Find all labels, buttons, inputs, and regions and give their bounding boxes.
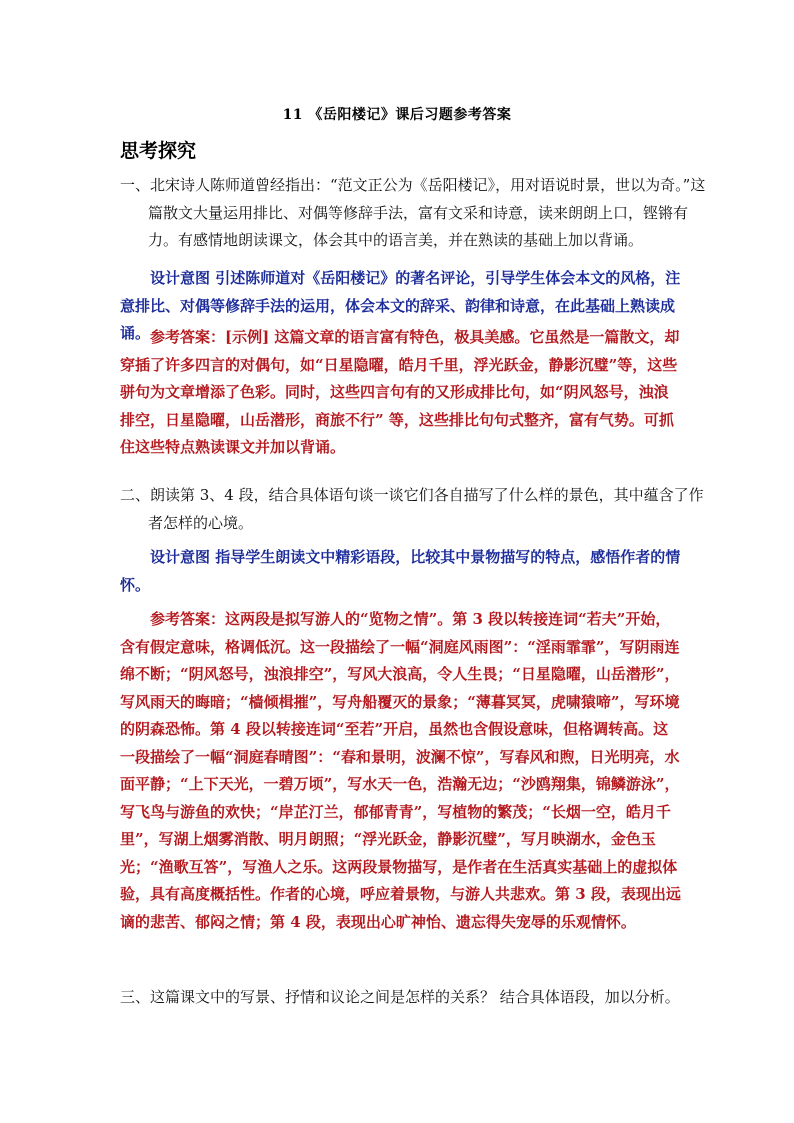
answer-1: [120, 324, 682, 462]
document-title: 11 《岳阳楼记》课后习题参考答案: [282, 107, 512, 123]
design-intent-label: 设计意图: [150, 548, 211, 566]
answer-text: 这两段是拟写游人的“览物之情”。第 3 段以转接连词“若夫”开始，含有假定意味，格调低沉。这一段描绘了一幅“洞庭风雨图”：“淫雨霏霏”，写阴雨连绵不断；“阴风怒号，浊浪排空”，写风大浪高，令人生畏；“日星隐曜，山岳潜形”，写风雨天的晦暗；“樯倾楫摧”，写舟船覆灭的景象；“薄暮冥冥，虎啸猿啼”，写环境的阴森恐怖。第 4 段以转接连词“至若”开启，虽然也含假设意味，但格调转高。这一段描绘了一幅“洞庭春晴图”：“春和景明，波澜不惊”，写春风和煦，日光明亮，水面平静；“上下天光，一碧万顷”，写水天一色，浩瀚无边；“沙鸥翔集，锦鳞游泳”，写飞鸟与游鱼的欢快；“岸芷汀兰，郁郁青青”，写植物的繁茂；“长烟一空，皓月千里”，写湖上烟雾消散、明月朗照；“浮光跃金，静影沉璧”，写月映湖水，金色玉光；“渔歌互答”，写渔人之乐。这两段景物描写，是作者在生活真实基础上的虚拟体验，具有高度概括性。作者的心境，呼应着景物，与游人共悲欢。第 3 段，表现出远谪的悲苦、郁闷之情；第 4 段，表现出心旷神怡、遗忘得失宠辱的乐观情怀。: [120, 610, 681, 931]
answer-label: 参考答案：: [150, 610, 226, 628]
question-2: 二、朗读第 3、4 段，结合具体语句谈一谈它们各自描写了什么样的景色，其中蕴含了作者怎样的心境。: [120, 486, 704, 532]
answer-label: 参考答案：: [150, 328, 226, 346]
question-3: 三、这篇课文中的写景、抒情和议论之间是怎样的关系？ 结合具体语段，加以分析。: [120, 988, 680, 1006]
answer-2: [120, 606, 682, 936]
question-1: 一、北宋诗人陈师道曾经指出：“范文正公为《岳阳楼记》，用对语说时景，世以为奇。”这篇散文大量运用排比、对偶等修辞手法，富有文采和诗意，读来朗朗上口，铿锵有力。有感情地朗读课文，体会其中的语言美，并在熟读的基础上加以背诵。: [120, 176, 706, 249]
design-intent-label: 设计意图: [150, 269, 211, 287]
design-intent-2: [120, 544, 682, 599]
design-intent-text: 引述陈师道对《岳阳楼记》的著名评论，引导学生体会本文的风格，注意排比、对偶等修辞手法的运用，体会本文的辞采、韵律和诗意，在此基础上熟读成诵。: [120, 269, 681, 342]
design-intent-text: 指导学生朗读文中精彩语段，比较其中景物描写的特点，感悟作者的情怀。: [120, 548, 681, 594]
section-heading: 思考探究: [120, 140, 197, 162]
answer-text: [示例] 这篇文章的语言富有特色，极具美感。它虽然是一篇散文，却穿插了许多四言的对偶句，如“日星隐曜，皓月千里，浮光跃金，静影沉璧”等，这些骈句为文章增添了色彩。同时，这些四言句有的又形成排比句，如“阴风怒号，浊浪排空，日星隐曜，山岳潜形，商旅不行” 等，这些排比句句式整齐，富有气势。可抓住这些特点熟读课文并加以背诵。: [120, 328, 680, 456]
